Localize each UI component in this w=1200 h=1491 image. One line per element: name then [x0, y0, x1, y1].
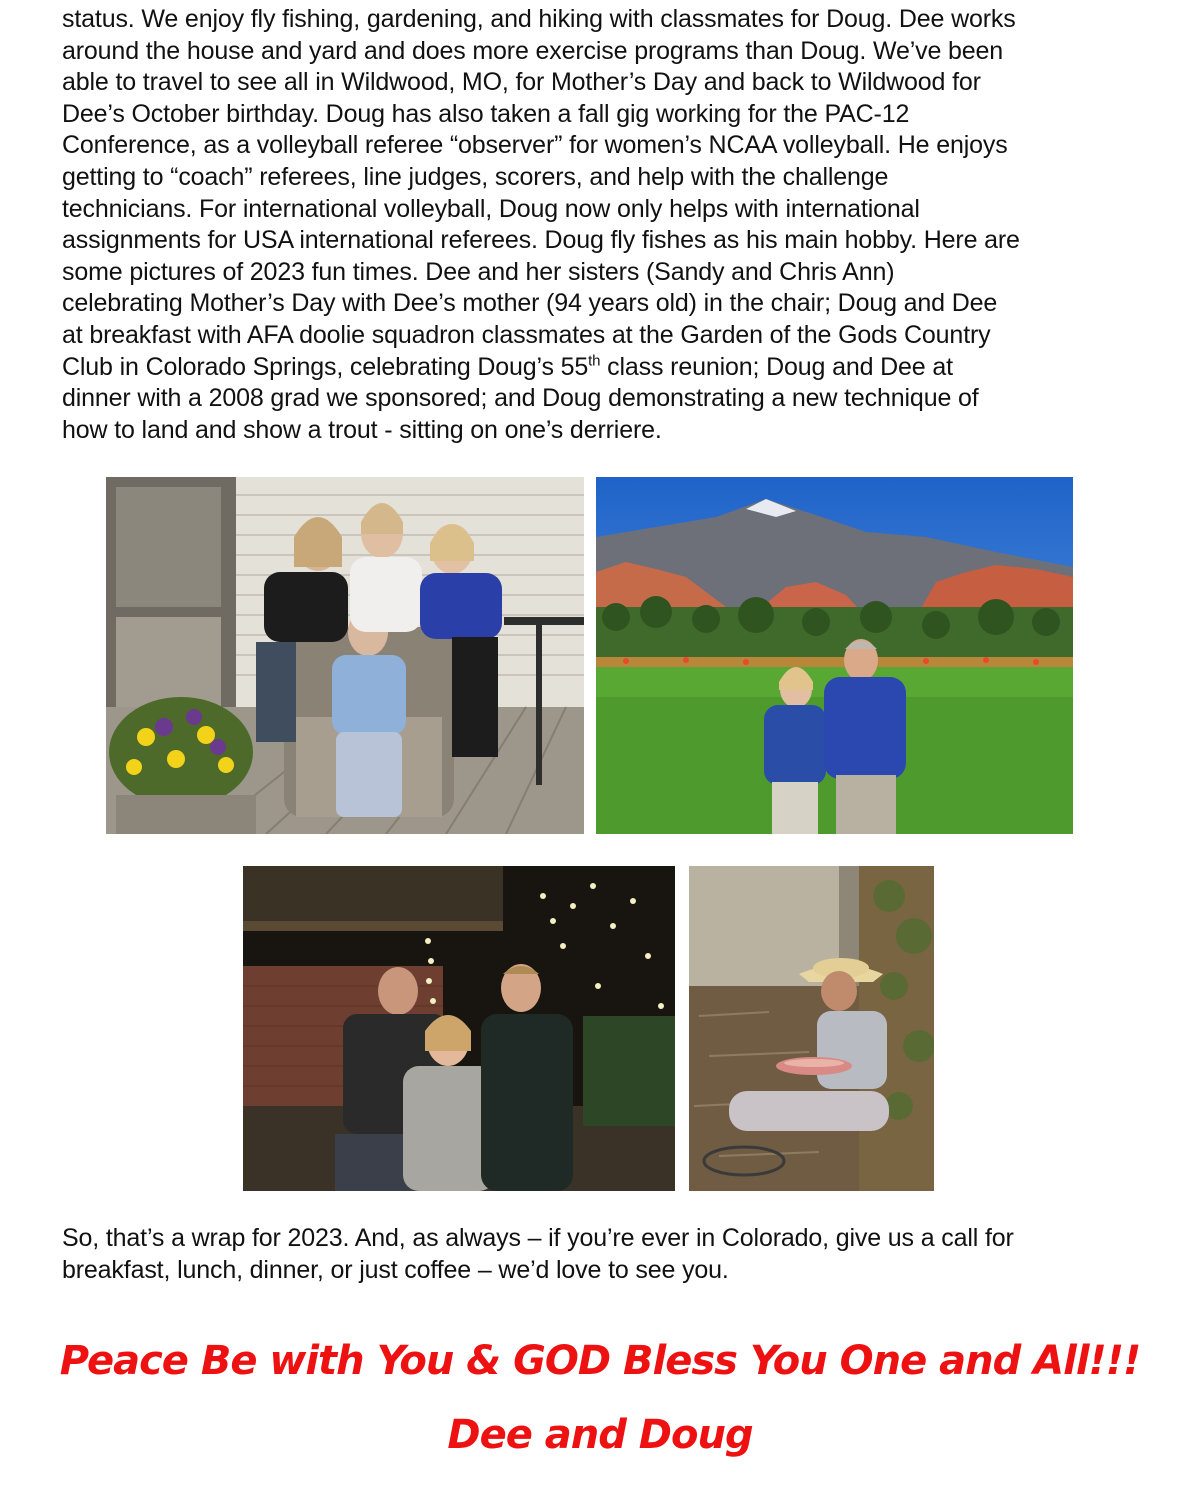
paragraph-line: assignments for USA international referees. Doug fly fishes as his main hobby. Here are: [62, 226, 1020, 255]
line-text: Club in Colorado Springs, celebrating Doug’s 55: [62, 352, 589, 381]
photo-mothers-day-image: [106, 477, 584, 834]
paragraph-line: [62, 352, 1142, 384]
closing-line: So, that’s a wrap for 2023. And, as always – if you’re ever in Colorado, give us a call for: [62, 1224, 1014, 1252]
closing-paragraph: [62, 1223, 1152, 1286]
photo-fly-fishing-image: [689, 866, 934, 1191]
paragraph-line: how to land and show a trout - sitting on one’s derriere.: [62, 415, 662, 444]
paragraph-line: celebrating Mother’s Day with Dee’s mother (94 years old) in the chair; Doug and Dee: [62, 289, 998, 318]
paragraph-line: Conference, as a volleyball referee “observer” for women’s NCAA volleyball. He enjoys: [62, 131, 1008, 160]
photo-dinner-night: [243, 866, 675, 1191]
blessing-text: Peace Be with You & GOD Bless You One and All!!!: [59, 1338, 1141, 1384]
paragraph-line: around the house and yard and does more exercise programs than Doug. We’ve been: [62, 36, 1004, 65]
paragraph-line: Dee’s October birthday. Doug has also taken a fall gig working for the PAC-12: [62, 99, 910, 128]
line-text: class reunion; Doug and Dee at: [600, 352, 953, 381]
paragraph-line: able to travel to see all in Wildwood, MO, for Mother’s Day and back to Wildwood for: [62, 68, 981, 97]
photo-garden-of-the-gods: [596, 477, 1073, 834]
photo-mothers-day: [106, 477, 584, 834]
signature-text: Dee and Doug: [447, 1412, 753, 1458]
closing-line: breakfast, lunch, dinner, or just coffee – we’d love to see you.: [62, 1255, 729, 1284]
photo-garden-of-the-gods-image: [596, 477, 1073, 834]
paragraph-line: at breakfast with AFA doolie squadron classmates at the Garden of the Gods Country: [62, 320, 991, 349]
photo-dinner-night-image: [243, 866, 675, 1191]
paragraph-line: some pictures of 2023 fun times. Dee and her sisters (Sandy and Chris Ann): [62, 257, 895, 286]
paragraph-line: technicians. For international volleyball, Doug now only helps with international: [62, 194, 920, 223]
ordinal-suffix: th: [588, 352, 601, 370]
paragraph-line: getting to “coach” referees, line judges, scorers, and help with the challenge: [62, 162, 889, 191]
paragraph-line: dinner with a 2008 grad we sponsored; and Doug demonstrating a new technique of: [62, 384, 979, 413]
photo-fly-fishing: [689, 866, 934, 1191]
body-paragraph: [62, 4, 1142, 446]
paragraph-line: status. We enjoy fly fishing, gardening, and hiking with classmates for Doug. Dee works: [62, 5, 1016, 33]
